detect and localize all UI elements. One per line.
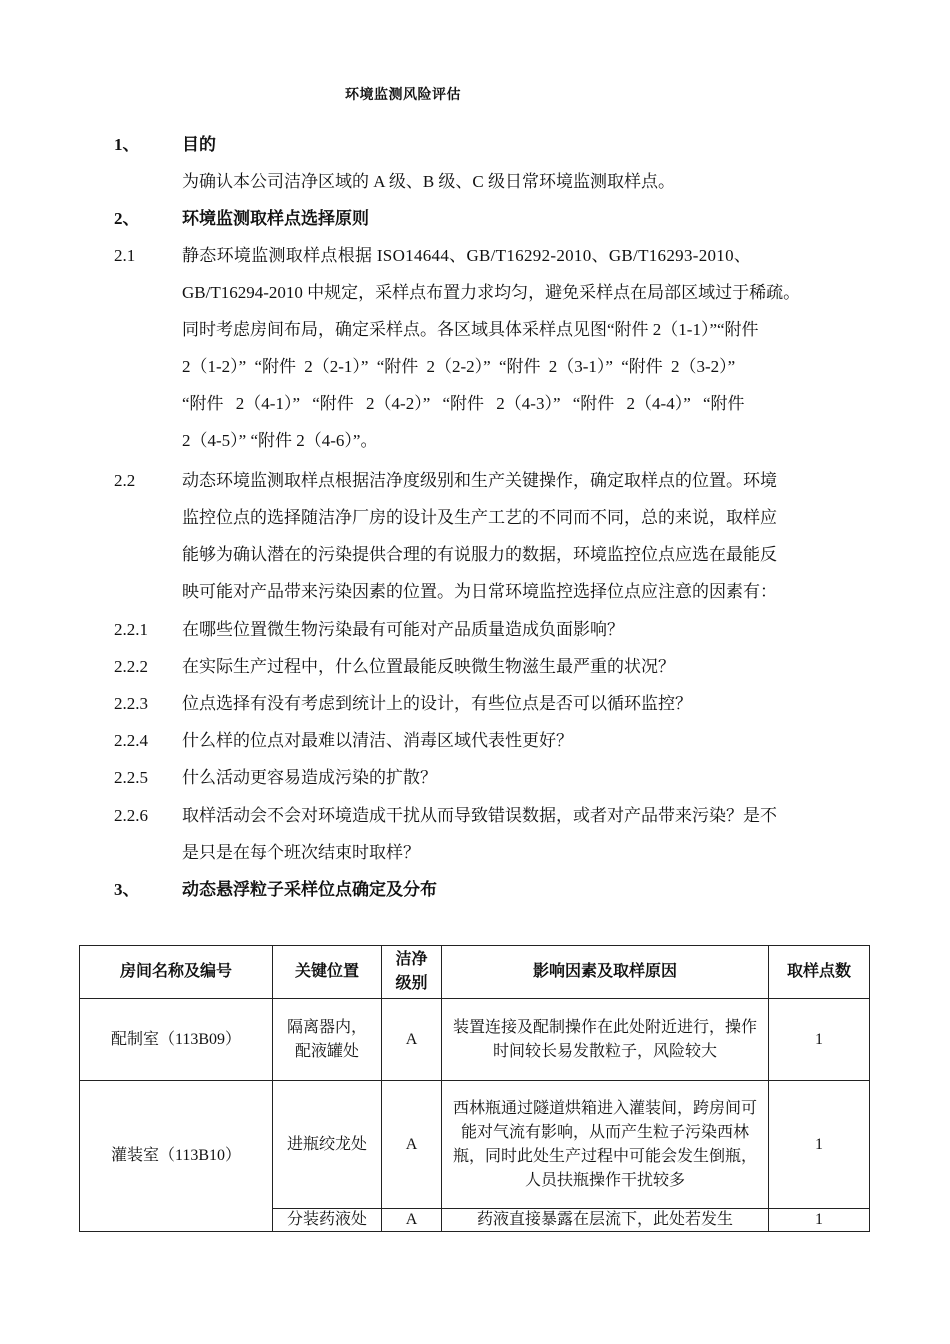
para-2-2-number: 2.2 (114, 471, 136, 490)
reason-cell: 装置连接及配制操作在此处附近进行，操作时间较长易发散粒子，风险较大 (442, 999, 769, 1081)
page-title: 环境监测风险评估 (345, 88, 461, 103)
para-2-2-line: 动态环境监测取样点根据洁净度级别和生产关键操作，确定取样点的位置。环境 (182, 471, 777, 490)
position-cell: 隔离器内，配液罐处 (273, 999, 382, 1081)
list-item-number: 2.2.5 (114, 768, 148, 787)
grade-cell: A (382, 1209, 442, 1232)
position-cell: 进瓶绞龙处 (273, 1081, 382, 1209)
section-3-number: 3、 (114, 880, 140, 899)
section-1-number: 1、 (114, 135, 140, 154)
header-reason: 影响因素及取样原因 (442, 946, 769, 999)
header-grade: 洁净级别 (382, 946, 442, 999)
count-cell: 1 (769, 1209, 870, 1232)
section-3-heading: 动态悬浮粒子采样位点确定及分布 (182, 880, 437, 899)
section-1-text: 为确认本公司洁净区域的 A 级、B 级、C 级日常环境监测取样点。 (182, 172, 676, 191)
table-header-row (80, 946, 870, 999)
para-2-1-number: 2.1 (114, 246, 136, 265)
list-item-number: 2.2.2 (114, 657, 148, 676)
list-item-number: 2.2.1 (114, 620, 148, 639)
header-count: 取样点数 (769, 946, 870, 999)
table-row (80, 999, 870, 1081)
grade-cell: A (382, 1081, 442, 1209)
list-item-number: 2.2.3 (114, 694, 148, 713)
para-2-1-line: “附件 2（4-1）” “附件 2（4-2）” “附件 2（4-3）” “附件 2（4-4）” “附件 (182, 394, 745, 413)
header-position: 关键位置 (273, 946, 382, 999)
header-room: 房间名称及编号 (80, 946, 273, 999)
list-item-text: 什么样的位点对最难以清洁、消毒区域代表性更好？ (182, 731, 573, 750)
count-cell: 1 (769, 999, 870, 1081)
para-2-2-line: 映可能对产品带来污染因素的位置。为日常环境监控选择位点应注意的因素有： (182, 582, 777, 601)
para-2-1-line: 2（1-2）” “附件 2（2-1）” “附件 2（2-2）” “附件 2（3-1）” “附件 2（3-2）” (182, 357, 736, 376)
para-2-1-line: 同时考虑房间布局，确定采样点。各区域具体采样点见图“附件 2（1-1）”“附件 (182, 320, 759, 339)
sampling-point-table (79, 945, 870, 1232)
room-cell: 灌装室（113B10） (80, 1081, 273, 1232)
list-item-text: 在实际生产过程中，什么位置最能反映微生物滋生最严重的状况？ (182, 657, 675, 676)
reason-cell: 药液直接暴露在层流下，此处若发生 (442, 1209, 769, 1232)
list-item-text: 什么活动更容易造成污染的扩散？ (182, 768, 437, 787)
section-2-heading: 环境监测取样点选择原则 (182, 209, 369, 228)
para-2-1-line: 2（4-5）” “附件 2（4-6）”。 (182, 431, 378, 450)
list-item-text: 取样活动会不会对环境造成干扰从而导致错误数据，或者对产品带来污染？是不 (182, 806, 777, 825)
para-2-1-line: 静态环境监测取样点根据 ISO14644、GB/T16292-2010、GB/T16293-2010、 (182, 246, 752, 265)
reason-cell: 西林瓶通过隧道烘箱进入灌装间，跨房间可能对气流有影响，从而产生粒子污染西林瓶，同时此处生产过程中可能会发生倒瓶，人员扶瓶操作干扰较多 (442, 1081, 769, 1209)
count-cell: 1 (769, 1081, 870, 1209)
para-2-1-line: GB/T16294-2010 中规定，采样点布置力求均匀，避免采样点在局部区域过于稀疏。 (182, 283, 801, 302)
list-item-text: 在哪些位置微生物污染最有可能对产品质量造成负面影响？ (182, 620, 624, 639)
list-item-number: 2.2.4 (114, 731, 148, 750)
room-cell: 配制室（113B09） (80, 999, 273, 1081)
section-1-heading: 目的 (182, 135, 216, 154)
list-item-text: 位点选择有没有考虑到统计上的设计，有些位点是否可以循环监控？ (182, 694, 692, 713)
position-cell: 分装药液处 (273, 1209, 382, 1232)
table-row (80, 1081, 870, 1209)
grade-cell: A (382, 999, 442, 1081)
list-item-number: 2.2.6 (114, 806, 148, 825)
section-2-number: 2、 (114, 209, 140, 228)
list-item-text: 是只是在每个班次结束时取样？ (182, 843, 420, 862)
para-2-2-line: 监控位点的选择随洁净厂房的设计及生产工艺的不同而不同，总的来说，取样应 (182, 508, 777, 527)
para-2-2-line: 能够为确认潜在的污染提供合理的有说服力的数据，环境监控位点应选在最能反 (182, 545, 777, 564)
